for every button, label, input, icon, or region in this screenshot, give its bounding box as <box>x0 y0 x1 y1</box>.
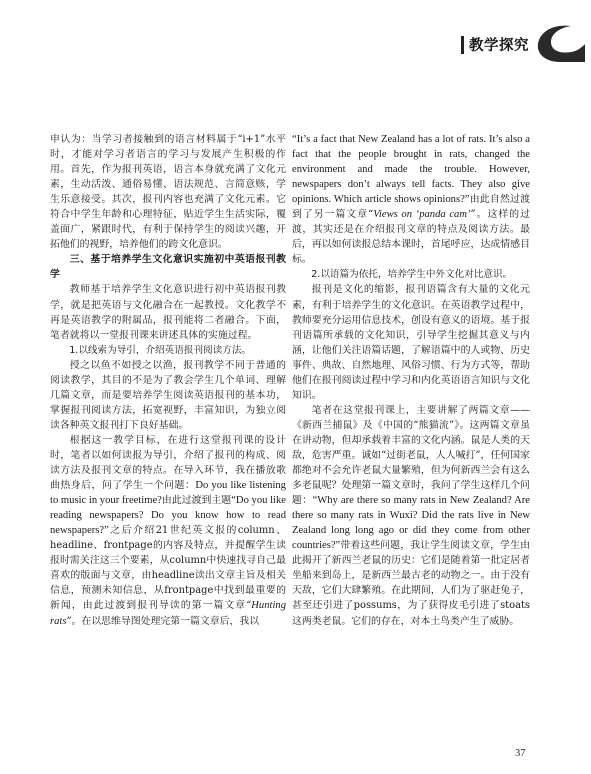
paragraph: 报刊是文化的缩影，报刊语篇含有大量的文化元素，有利于培养学生的文化意识。在英语教学过程中，教师要充分运用信息技术，创设有意义的语境。基于报刊语篇所承载的文化知识，引导学生挖掘其意义与内涵，让他们关注语篇话题，了解语篇中的人或物、历史事件、典故、自然地理、风俗习惯、行为方式等，帮助他们在报刊阅读过程中学习和内化英语语言知识与文化知识。 <box>292 284 530 401</box>
text-span: ”。在以思维导图处理完第一篇文章后，我以 <box>66 615 260 627</box>
left-column <box>50 132 286 629</box>
english-quote: Do you like listening to music in your freetime? <box>50 480 286 507</box>
section-title: 教学探究 <box>469 38 529 54</box>
swirl-logo-icon <box>531 22 585 62</box>
text-span: 由此过渡到主题 <box>161 495 232 507</box>
text-span: 之后介绍21世纪英文报的column、headline、frontpage的内容及特点，并提醒学生读报时需关注这三个要素，从column中快速找寻自己最喜欢的版面与文章，由headline读出文章主旨及相关信息，预测未知信息，从frontpage中找到最重要的新闻，由此过渡到报刊导读的第一篇文章“ <box>50 525 286 612</box>
paragraph <box>292 403 530 629</box>
right-column <box>292 132 530 629</box>
paragraph <box>50 433 286 629</box>
text-span: 带着这些问题，我让学生阅读文章，学生由此揭开了新西兰老鼠的历史：它们是随着第一批定居者坐船来到岛上，是新西兰最古老的动物之一。由于没有天敌，它们大肆繁殖。在此期间，人们为了驱赶兔子，甚至还引进了possums，为了获得皮毛引进了stoats这两类老鼠。它们的存在，对本土鸟类产生了威胁。 <box>292 540 530 627</box>
text-span: 笔者在这堂报刊课上，主要讲解了两篇文章——《新西兰捕鼠》及《中国的“熊猫流”》。这两篇文章虽在讲动物，但却承载着丰富的文化内涵。鼠是人类的天敌，危害严重。诚如“过街老鼠，人人喊打”，任何国家都绝对不会允许老鼠大量繁殖，但为何新西兰会有这么多老鼠呢？处理第一篇文章时，我问了学生这样几个问题： <box>292 404 530 507</box>
article-title: Hunting rats <box>50 600 286 627</box>
paragraph <box>292 132 530 267</box>
text-span: 根据这一教学目标，在进行这堂报刊课的设计时，笔者以如何读报为导引，介绍了报刊的构成、阅读方法及报刊文章的特点。在导入环节，我在播放歌曲热身后，问了学生一个问题： <box>50 434 286 492</box>
paragraph: 授之以鱼不如授之以渔，报刊教学不同于普通的阅读教学，其目的不是为了教会学生几个单词、理解几篇文章，而是要培养学生阅读英语报刊的基本功，掌握报刊阅读方法，拓宽视野，丰富知识，为独立阅读各种英文报刊打下良好基础。 <box>50 359 286 431</box>
page-number: 37 <box>515 748 526 759</box>
section-header <box>461 34 529 55</box>
header-divider-bar <box>461 36 464 54</box>
text-span: ”。这样的过渡，其实还是在介绍报刊文章的特点及阅读方法。最后，再以如何读报总结本课时，首尾呼应，达成情感目标。 <box>292 209 530 266</box>
english-quote: “Why are there so many rats in New Zealand? Are there so many rats in Wuxi? Did the rats live in New Zealand long long ago or did they come from other countries?” <box>292 495 530 552</box>
article-title: Views on ‘panda cam’ <box>373 209 471 221</box>
subheading: 1.以线索为导引，介绍英语报刊阅读方法。 <box>69 344 252 356</box>
english-quote: “Do you like reading newspapers? Do you know how to read newspapers?” <box>50 495 286 537</box>
paragraph: 申认为：当学习者接触到的语言材料属于“i+1”水平时，才能对学习者语言的学习与发展产生积极的作用。首先，作为报刊英语，语言本身就充满了文化元素，生动活泼、通俗易懂、语法规范、言简意赅，学生乐意接受。其次，报刊内容也充满了文化元素。它符合中学生年龄和心理特征，贴近学生生活实际，覆盖面广，紧跟时代，有利于保持学生的阅读兴趣，开拓他们的视野，培养他们的跨文化意识。 <box>50 134 286 251</box>
english-quote: “It’s a fact that New Zealand has a lot of rats. It’s also a fact that the people brought in rats, changed the environment and made the trouble. However, newspapers don’t always tell facts. They also give opinions. Which article shows opinions?” <box>292 134 530 206</box>
subheading: 2.以语篇为依托，培养学生中外文化对比意识。 <box>311 269 513 281</box>
paragraph: 教师基于培养学生文化意识进行初中英语报刊教学，就是把英语与文化融合在一起教授。文化教学不再是英语教学的附属品，报刊能将二者融合。下面，笔者就将以一堂报刊课来讲述具体的实施过程。 <box>50 284 286 341</box>
section-heading: 三、基于培养学生文化意识实施初中英语报刊教学 <box>50 254 286 281</box>
text-span: 由此自然过渡到了另一篇文章“ <box>292 194 530 221</box>
